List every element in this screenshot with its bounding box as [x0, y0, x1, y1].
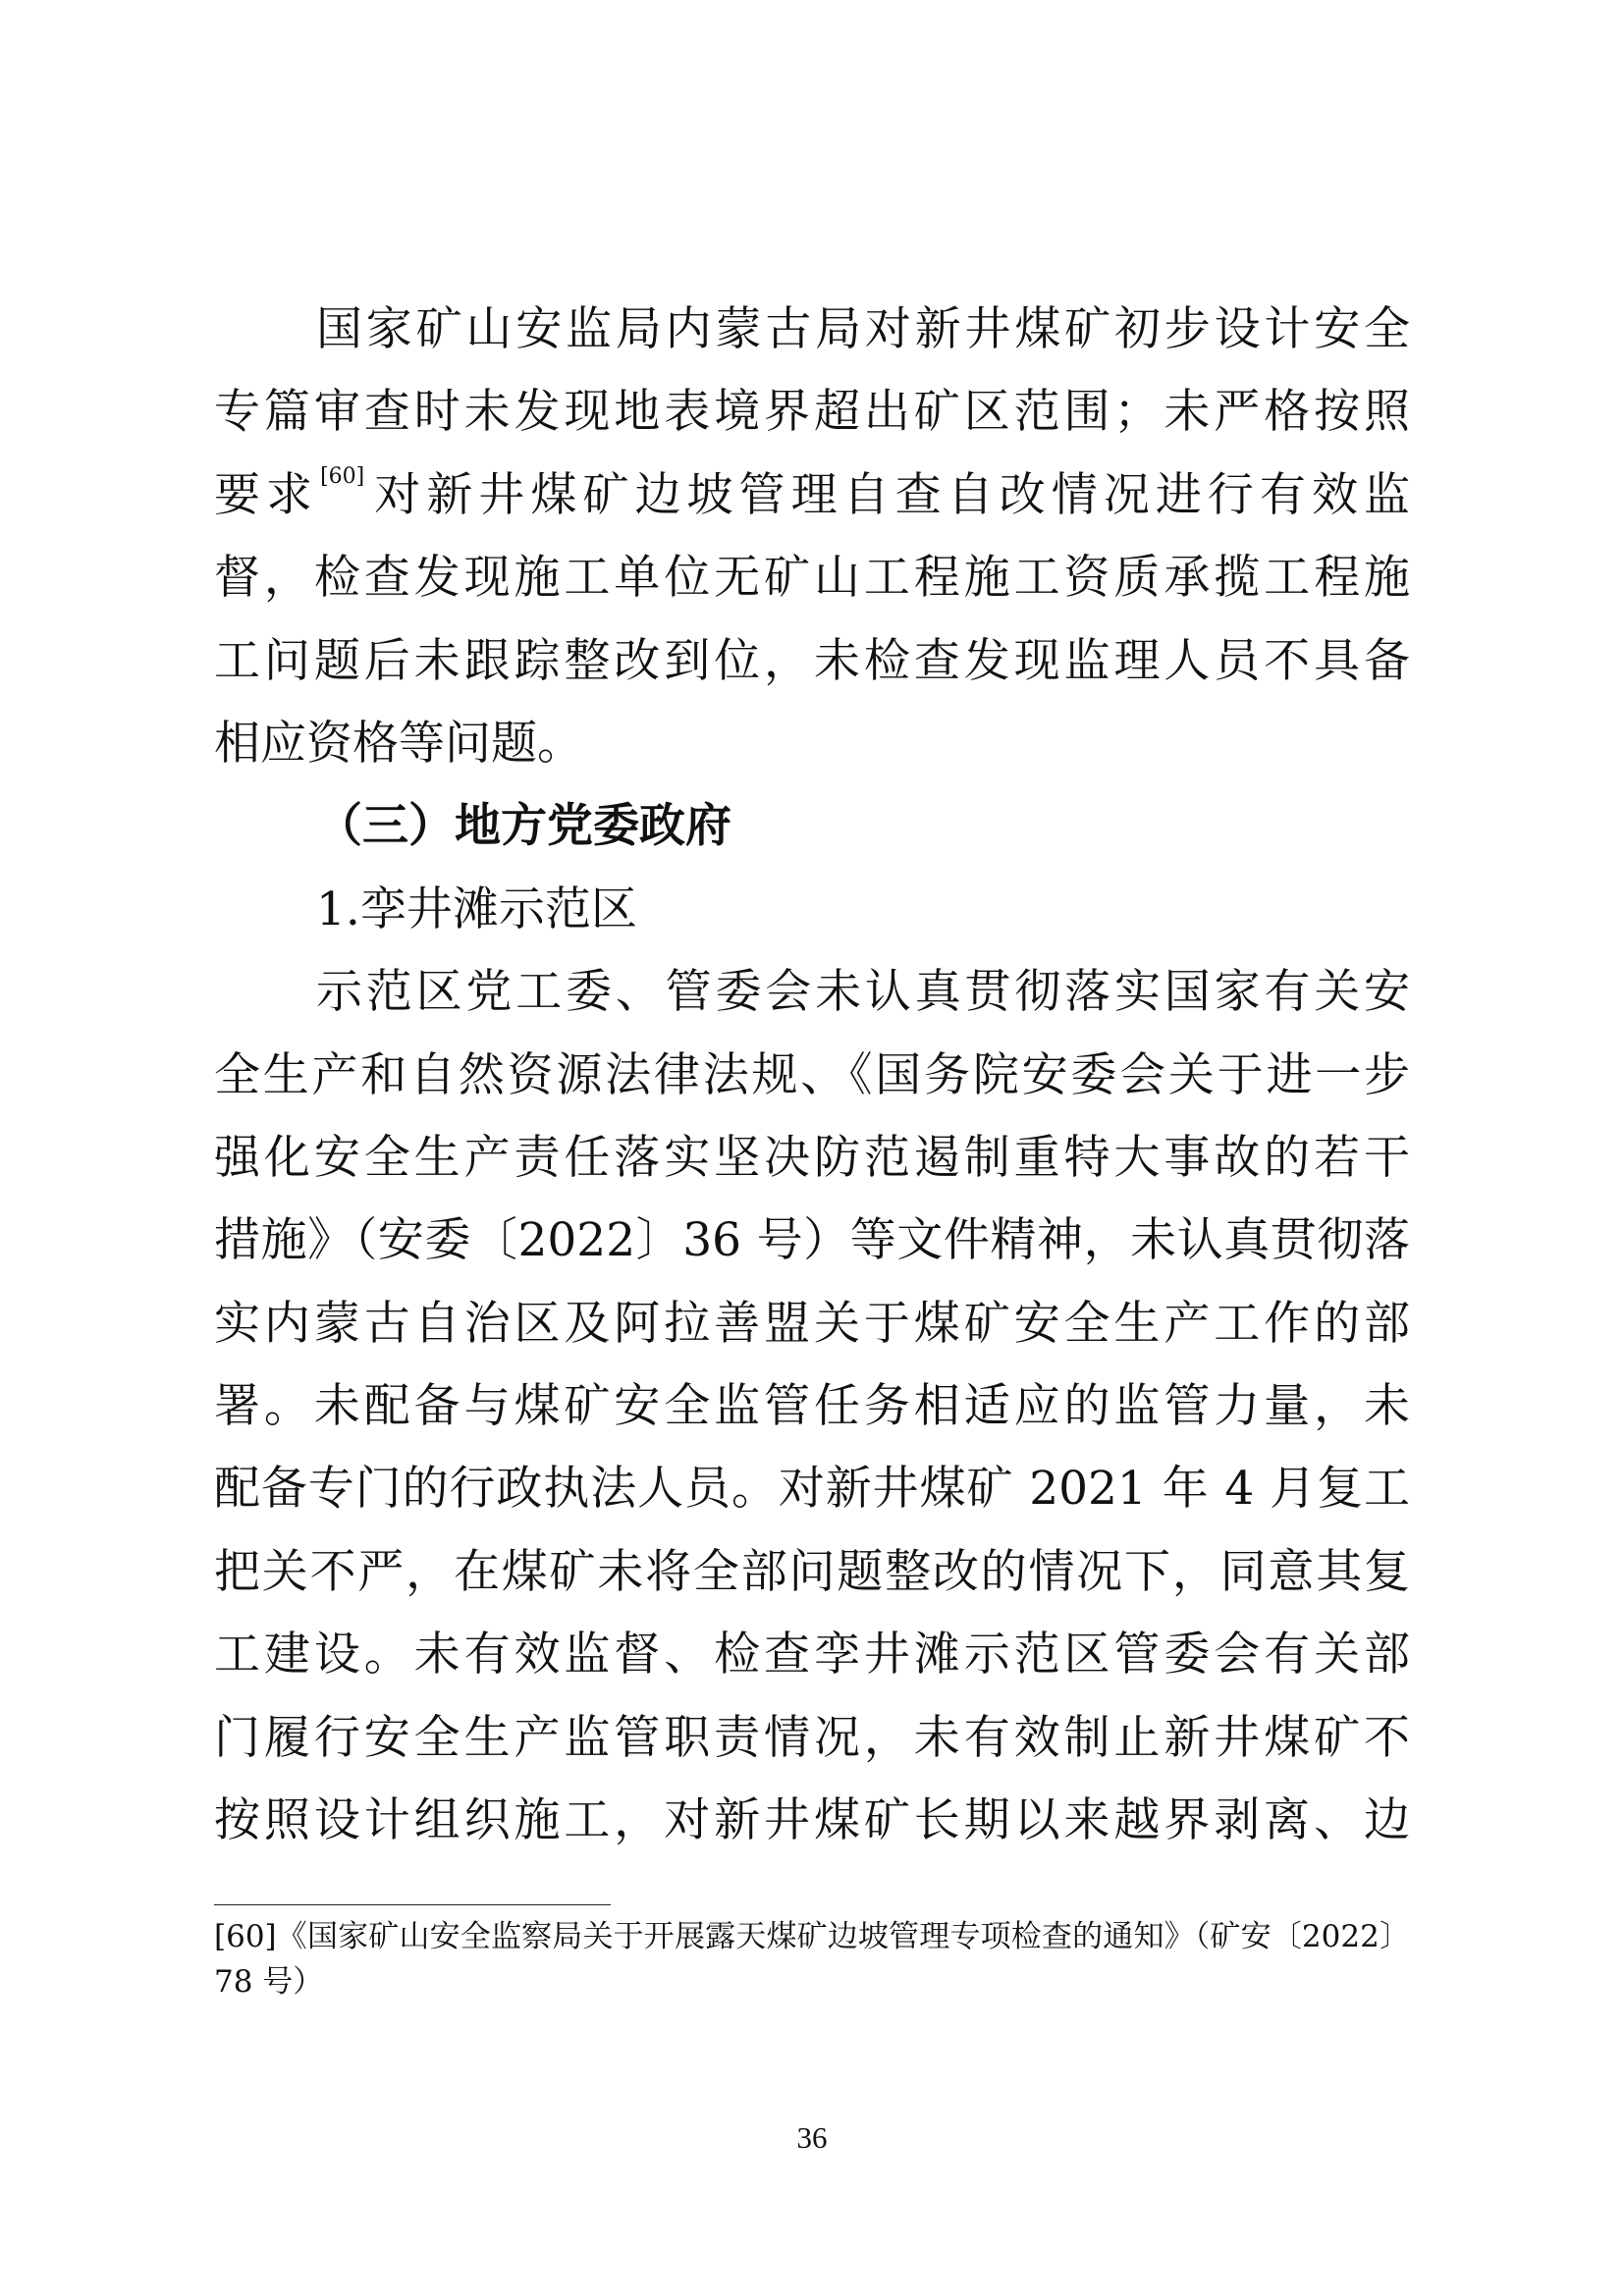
- footnote-reference[interactable]: [60]: [320, 463, 365, 489]
- body-text: [214, 289, 1410, 1862]
- paragraph-line: 专篇审查时未发现地表境界超出矿区范围；未严格按照: [214, 385, 1410, 440]
- paragraph-line: 配备专门的行政执法人员。对新井煤矿 2021 年 4 月复工: [214, 1462, 1410, 1517]
- paragraph-line: 全生产和自然资源法律法规、《国务院安委会关于进一步: [214, 1047, 1410, 1102]
- paragraph-line: 强化安全生产责任落实坚决防范遏制重特大事故的若干: [214, 1130, 1410, 1185]
- paragraph-line: 示范区党工委、管委会未认真贯彻落实国家有关安: [316, 965, 1410, 1020]
- paragraph-line: 措施》（安委〔2022〕36 号）等文件精神，未认真贯彻落: [214, 1213, 1410, 1268]
- paragraph-line: 相应资格等问题。: [214, 716, 583, 771]
- paragraph-line: 国家矿山安监局内蒙古局对新井煤矿初步设计安全: [316, 302, 1410, 356]
- text-fragment: 对新井煤矿边坡管理自查自改情况进行有效监: [368, 467, 1411, 522]
- subsection-heading: 1.孪井滩示范区: [316, 881, 637, 936]
- paragraph-line: 工建设。未有效监督、检查孪井滩示范区管委会有关部: [214, 1628, 1410, 1682]
- paragraph-line: 工问题后未跟踪整改到位，未检查发现监理人员不具备: [214, 633, 1410, 688]
- paragraph-line: 实内蒙古自治区及阿拉善盟关于煤矿安全生产工作的部: [214, 1296, 1410, 1351]
- paragraph-line: 按照设计组织施工，对新井煤矿长期以来越界剥离、边: [214, 1793, 1410, 1848]
- paragraph-line: 把关不严，在煤矿未将全部问题整改的情况下，同意其复: [214, 1544, 1410, 1599]
- text-fragment: 要求: [214, 467, 319, 522]
- footnote-line: [60]《国家矿山安全监察局关于开展露天煤矿边坡管理专项检查的通知》（矿安〔2022〕: [214, 1919, 1410, 1954]
- paragraph-line: 督，检查发现施工单位无矿山工程施工资质承揽工程施: [214, 551, 1410, 606]
- paragraph-line: 门履行安全生产监管职责情况，未有效制止新井煤矿不: [214, 1710, 1410, 1765]
- footnote-line: 78 号）: [214, 1964, 324, 2000]
- footnote: [214, 1914, 1410, 2004]
- section-heading: （三）地方党委政府: [316, 799, 731, 854]
- footnote-divider: [214, 1904, 611, 1905]
- page-number: 36: [796, 2120, 828, 2155]
- paragraph-line: 署。未配备与煤矿安全监管任务相适应的监管力量，未: [214, 1379, 1410, 1434]
- paragraph-line-with-footnote-ref: [214, 454, 1410, 537]
